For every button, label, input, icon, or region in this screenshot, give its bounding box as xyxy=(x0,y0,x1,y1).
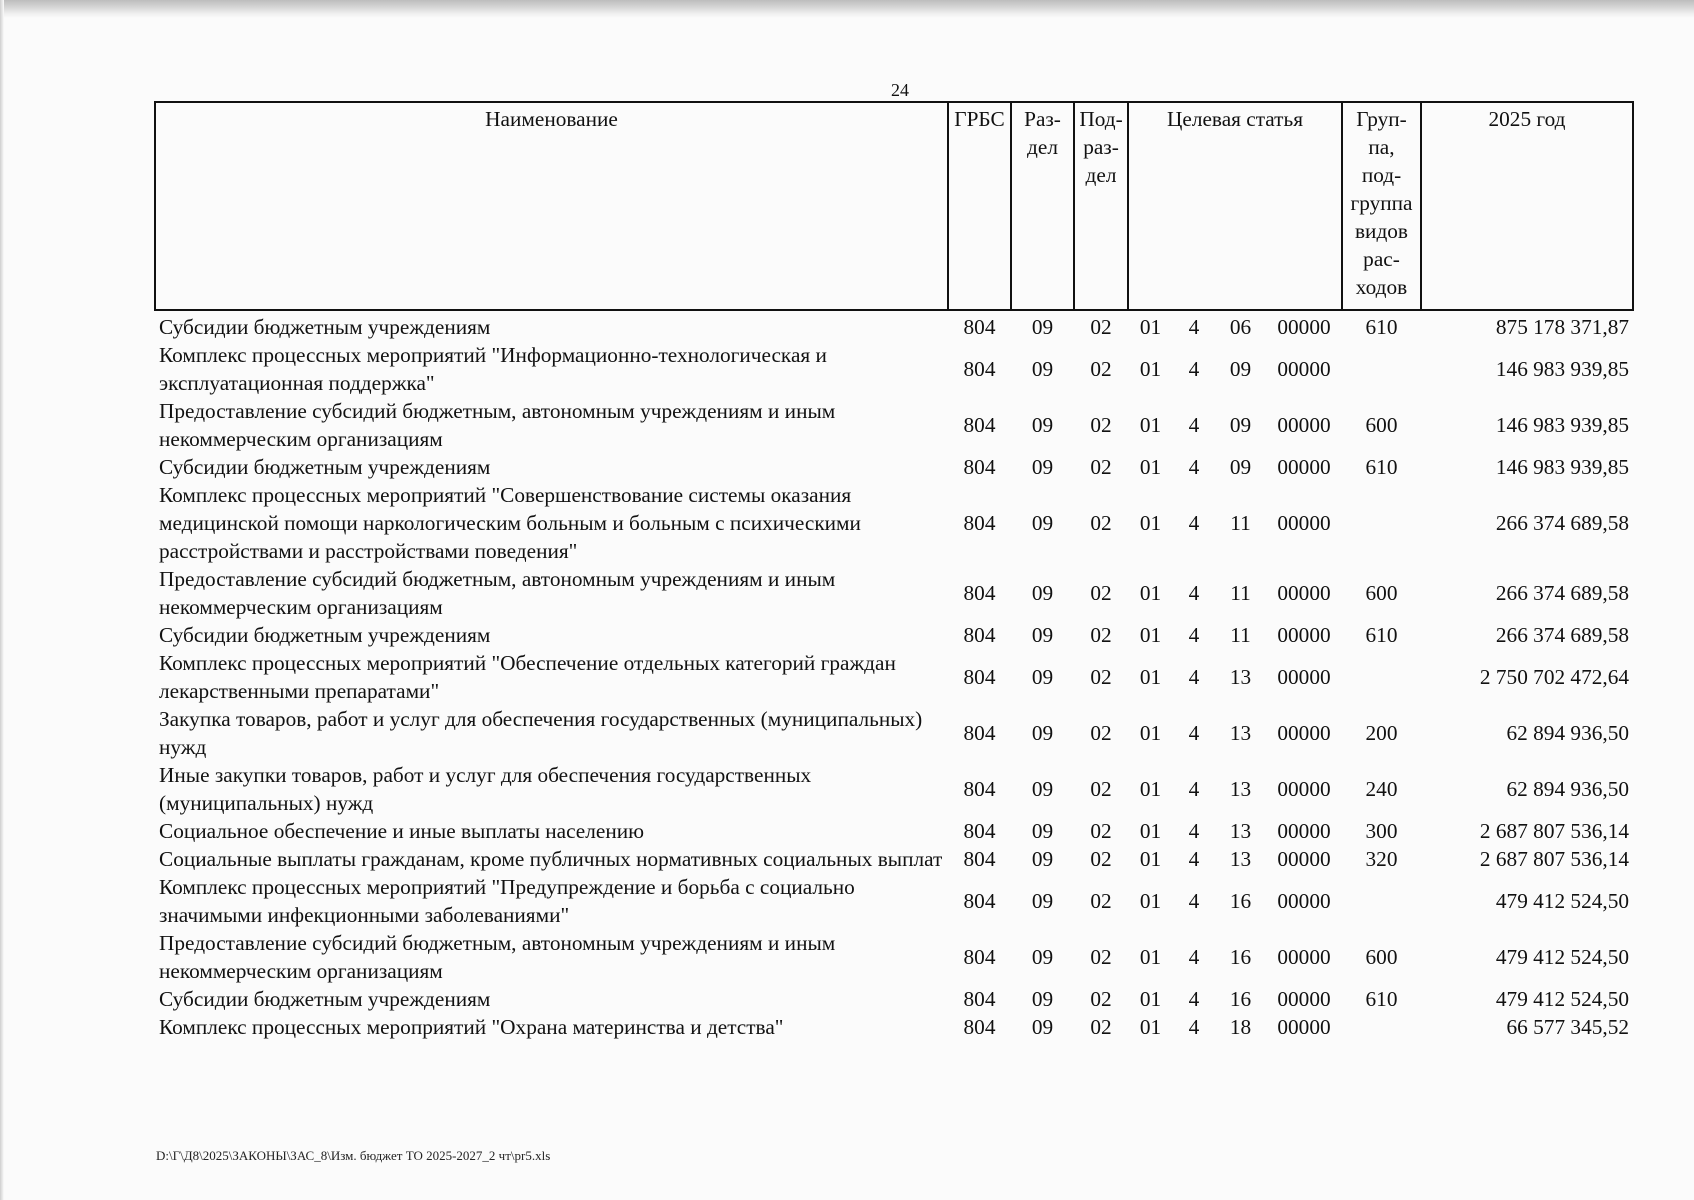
row-name: Субсидии бюджетным учреждениям xyxy=(159,987,491,1011)
row-amount: 479 412 524,50 xyxy=(1495,889,1629,913)
row-expense-group: 600 xyxy=(1365,581,1398,605)
row-name: Субсидии бюджетным учреждениям xyxy=(159,455,491,479)
row-podrazdel: 02 xyxy=(1090,665,1112,689)
row-razdel: 09 xyxy=(1031,945,1054,969)
row-podrazdel: 02 xyxy=(1090,315,1112,339)
row-podrazdel: 02 xyxy=(1090,623,1112,647)
header-group-line: видов xyxy=(1355,219,1408,243)
header-podrazdel-line: раз- xyxy=(1083,135,1119,159)
header-group-line: рас- xyxy=(1363,247,1400,271)
row-podrazdel: 02 xyxy=(1090,413,1112,437)
table-row xyxy=(155,817,1633,845)
table-row xyxy=(155,649,1633,705)
row-target-direction: 00000 xyxy=(1277,315,1331,339)
row-name: Социальное обеспечение и иные выплаты населению xyxy=(159,819,645,843)
row-target-direction: 00000 xyxy=(1277,511,1331,535)
row-razdel: 09 xyxy=(1031,889,1054,913)
table-row xyxy=(155,761,1633,817)
row-target-program: 01 xyxy=(1139,777,1162,801)
table-row xyxy=(155,929,1633,985)
row-target-type: 4 xyxy=(1188,987,1200,1011)
row-target-type: 4 xyxy=(1188,623,1200,647)
row-expense-group: 240 xyxy=(1365,777,1398,801)
row-name: Комплекс процессных мероприятий "Совершенствование системы оказания медицинской помощи наркологическим больным и больным с психическими расстройствами и расстройствами поведения" xyxy=(159,483,861,563)
row-target-direction: 00000 xyxy=(1277,413,1331,437)
row-target-type: 4 xyxy=(1188,455,1200,479)
row-name: Иные закупки товаров, работ и услуг для обеспечения государственных (муниципальных) нужд xyxy=(159,763,812,815)
row-target-complex: 09 xyxy=(1229,455,1252,479)
row-target-program: 01 xyxy=(1139,987,1162,1011)
table-row xyxy=(155,341,1633,397)
row-target-type: 4 xyxy=(1188,511,1200,535)
row-name: Комплекс процессных мероприятий "Охрана материнства и детства" xyxy=(159,1015,784,1039)
header-group-line: под- xyxy=(1361,163,1402,187)
row-expense-group: 300 xyxy=(1365,819,1398,843)
table-row xyxy=(155,873,1633,929)
row-amount: 146 983 939,85 xyxy=(1495,413,1629,437)
row-razdel: 09 xyxy=(1031,665,1054,689)
row-podrazdel: 02 xyxy=(1090,945,1112,969)
row-expense-group: 610 xyxy=(1365,315,1398,339)
row-podrazdel: 02 xyxy=(1090,777,1112,801)
row-target-direction: 00000 xyxy=(1277,847,1331,871)
row-target-program: 01 xyxy=(1139,889,1162,913)
row-target-direction: 00000 xyxy=(1277,623,1331,647)
row-razdel: 09 xyxy=(1031,777,1054,801)
row-target-complex: 09 xyxy=(1229,413,1252,437)
row-expense-group: 610 xyxy=(1365,455,1398,479)
row-target-complex: 09 xyxy=(1229,357,1252,381)
row-amount: 266 374 689,58 xyxy=(1495,511,1629,535)
header-group-line: Груп- xyxy=(1356,107,1407,131)
row-amount: 146 983 939,85 xyxy=(1495,357,1629,381)
table-row xyxy=(155,621,1633,649)
scan-shadow-left xyxy=(0,0,4,1200)
row-podrazdel: 02 xyxy=(1090,357,1112,381)
header-podrazdel-line: дел xyxy=(1085,163,1117,187)
row-amount: 875 178 371,87 xyxy=(1495,315,1629,339)
row-target-complex: 11 xyxy=(1230,511,1251,535)
row-expense-group xyxy=(1342,1013,1421,1041)
row-razdel: 09 xyxy=(1031,721,1054,745)
row-razdel: 09 xyxy=(1031,847,1054,871)
row-razdel: 09 xyxy=(1031,357,1054,381)
table-row xyxy=(155,565,1633,621)
row-target-program: 01 xyxy=(1139,665,1162,689)
row-target-program: 01 xyxy=(1139,1015,1162,1039)
table-row xyxy=(155,397,1633,453)
row-razdel: 09 xyxy=(1031,455,1054,479)
row-target-program: 01 xyxy=(1139,945,1162,969)
row-target-direction: 00000 xyxy=(1277,581,1331,605)
row-name: Предоставление субсидий бюджетным, автономным учреждениям и иным некоммерческим организациям xyxy=(159,931,836,983)
row-target-type: 4 xyxy=(1188,315,1200,339)
row-target-complex: 18 xyxy=(1229,1015,1252,1039)
row-target-complex: 11 xyxy=(1230,623,1251,647)
row-target-type: 4 xyxy=(1188,777,1200,801)
row-razdel: 09 xyxy=(1031,819,1054,843)
header-group-line: па, xyxy=(1368,135,1395,159)
row-name: Субсидии бюджетным учреждениям xyxy=(159,623,491,647)
row-target-type: 4 xyxy=(1188,357,1200,381)
row-target-type: 4 xyxy=(1188,721,1200,745)
row-grbs: 804 xyxy=(963,581,996,605)
row-target-type: 4 xyxy=(1188,581,1200,605)
row-grbs: 804 xyxy=(963,413,996,437)
row-target-direction: 00000 xyxy=(1277,665,1331,689)
row-target-complex: 16 xyxy=(1229,889,1252,913)
row-name: Социальные выплаты гражданам, кроме публичных нормативных социальных выплат xyxy=(159,847,943,871)
row-target-direction: 00000 xyxy=(1277,357,1331,381)
row-target-type: 4 xyxy=(1188,847,1200,871)
row-target-type: 4 xyxy=(1188,1015,1200,1039)
row-target-direction: 00000 xyxy=(1277,721,1331,745)
row-expense-group: 600 xyxy=(1365,413,1398,437)
row-amount: 2 750 702 472,64 xyxy=(1479,665,1629,689)
row-target-type: 4 xyxy=(1188,945,1200,969)
row-expense-group: 200 xyxy=(1365,721,1398,745)
header-razdel xyxy=(1011,102,1074,310)
row-grbs: 804 xyxy=(963,777,996,801)
row-grbs: 804 xyxy=(963,511,996,535)
row-target-direction: 00000 xyxy=(1277,455,1331,479)
table-row xyxy=(155,310,1633,341)
header-target: Целевая статья xyxy=(1128,102,1342,310)
row-target-type: 4 xyxy=(1188,819,1200,843)
row-podrazdel: 02 xyxy=(1090,511,1112,535)
row-podrazdel: 02 xyxy=(1090,889,1112,913)
row-target-direction: 00000 xyxy=(1277,889,1331,913)
row-razdel: 09 xyxy=(1031,581,1054,605)
row-grbs: 804 xyxy=(963,665,996,689)
row-amount: 266 374 689,58 xyxy=(1495,623,1629,647)
row-razdel: 09 xyxy=(1031,623,1054,647)
row-grbs: 804 xyxy=(963,819,996,843)
row-podrazdel: 02 xyxy=(1090,721,1112,745)
row-expense-group xyxy=(1342,481,1421,565)
row-target-program: 01 xyxy=(1139,511,1162,535)
row-podrazdel: 02 xyxy=(1090,1015,1112,1039)
row-target-program: 01 xyxy=(1139,847,1162,871)
header-podrazdel xyxy=(1074,102,1128,310)
row-target-program: 01 xyxy=(1139,819,1162,843)
row-target-program: 01 xyxy=(1139,315,1162,339)
row-amount: 62 894 936,50 xyxy=(1506,721,1629,745)
table-header xyxy=(155,102,1633,310)
row-target-complex: 11 xyxy=(1230,581,1251,605)
row-amount: 146 983 939,85 xyxy=(1495,455,1629,479)
row-target-direction: 00000 xyxy=(1277,1015,1331,1039)
row-target-direction: 00000 xyxy=(1277,987,1331,1011)
row-name: Предоставление субсидий бюджетным, автономным учреждениям и иным некоммерческим организациям xyxy=(159,399,836,451)
header-group-line: группа xyxy=(1350,191,1413,215)
table-row xyxy=(155,453,1633,481)
row-expense-group: 320 xyxy=(1365,847,1398,871)
row-grbs: 804 xyxy=(963,987,996,1011)
row-target-complex: 13 xyxy=(1229,665,1252,689)
row-target-program: 01 xyxy=(1139,721,1162,745)
row-name: Субсидии бюджетным учреждениям xyxy=(159,315,491,339)
table-row xyxy=(155,481,1633,565)
row-razdel: 09 xyxy=(1031,413,1054,437)
row-podrazdel: 02 xyxy=(1090,455,1112,479)
row-target-complex: 13 xyxy=(1229,721,1252,745)
row-target-complex: 13 xyxy=(1229,819,1252,843)
row-target-type: 4 xyxy=(1188,889,1200,913)
row-expense-group: 610 xyxy=(1365,987,1398,1011)
row-target-program: 01 xyxy=(1139,623,1162,647)
row-razdel: 09 xyxy=(1031,1015,1054,1039)
row-amount: 479 412 524,50 xyxy=(1495,945,1629,969)
row-expense-group: 600 xyxy=(1365,945,1398,969)
row-amount: 479 412 524,50 xyxy=(1495,987,1629,1011)
row-podrazdel: 02 xyxy=(1090,819,1112,843)
row-expense-group: 610 xyxy=(1365,623,1398,647)
header-podrazdel-line: Под- xyxy=(1079,107,1123,131)
row-name: Закупка товаров, работ и услуг для обеспечения государственных (муниципальных) нужд xyxy=(159,707,923,759)
row-expense-group xyxy=(1342,341,1421,397)
table-body xyxy=(155,310,1633,1041)
row-grbs: 804 xyxy=(963,623,996,647)
row-expense-group xyxy=(1342,649,1421,705)
row-amount: 2 687 807 536,14 xyxy=(1479,847,1629,871)
table-row xyxy=(155,845,1633,873)
row-grbs: 804 xyxy=(963,847,996,871)
row-target-direction: 00000 xyxy=(1277,819,1331,843)
page-number: 24 xyxy=(891,80,909,100)
row-name: Комплекс процессных мероприятий "Информационно-технологическая и эксплуатационная поддержка" xyxy=(159,343,827,395)
row-target-program: 01 xyxy=(1139,581,1162,605)
row-target-direction: 00000 xyxy=(1277,945,1331,969)
table-row xyxy=(155,985,1633,1013)
header-name: Наименование xyxy=(155,102,948,310)
row-amount: 2 687 807 536,14 xyxy=(1479,819,1629,843)
row-name: Комплекс процессных мероприятий "Предупреждение и борьба с социально значимыми инфекционными заболеваниями" xyxy=(159,875,855,927)
row-target-program: 01 xyxy=(1139,357,1162,381)
row-grbs: 804 xyxy=(963,945,996,969)
row-razdel: 09 xyxy=(1031,987,1054,1011)
row-target-program: 01 xyxy=(1139,455,1162,479)
row-grbs: 804 xyxy=(963,357,996,381)
row-amount: 266 374 689,58 xyxy=(1495,581,1629,605)
header-group-line: ходов xyxy=(1355,275,1408,299)
row-name: Предоставление субсидий бюджетным, автономным учреждениям и иным некоммерческим организациям xyxy=(159,567,836,619)
row-name: Комплекс процессных мероприятий "Обеспечение отдельных категорий граждан лекарственными препаратами" xyxy=(159,651,896,703)
header-year: 2025 год xyxy=(1421,102,1633,310)
row-razdel: 09 xyxy=(1031,315,1054,339)
row-target-complex: 13 xyxy=(1229,847,1252,871)
row-grbs: 804 xyxy=(963,455,996,479)
header-razdel-line: дел xyxy=(1027,135,1058,159)
row-target-direction: 00000 xyxy=(1277,777,1331,801)
header-grbs: ГРБС xyxy=(948,102,1011,310)
row-grbs: 804 xyxy=(963,315,996,339)
scan-shadow-top xyxy=(0,0,1694,18)
row-target-complex: 13 xyxy=(1229,777,1252,801)
row-podrazdel: 02 xyxy=(1090,581,1112,605)
row-podrazdel: 02 xyxy=(1090,847,1112,871)
row-amount: 66 577 345,52 xyxy=(1506,1015,1629,1039)
row-target-complex: 16 xyxy=(1229,987,1252,1011)
table-row xyxy=(155,705,1633,761)
table-row xyxy=(155,1013,1633,1041)
row-target-type: 4 xyxy=(1188,413,1200,437)
row-amount: 62 894 936,50 xyxy=(1506,777,1629,801)
header-razdel-line: Раз- xyxy=(1024,107,1061,131)
row-grbs: 804 xyxy=(963,1015,996,1039)
row-target-type: 4 xyxy=(1188,665,1200,689)
budget-table xyxy=(154,101,1634,1041)
row-target-program: 01 xyxy=(1139,413,1162,437)
footer-file-path: D:\Г\Д8\2025\ЗАКОНЫ\ЗАС_8\Изм. бюджет ТО 2025-2027_2 чт\pr5.xls xyxy=(156,1148,551,1163)
row-podrazdel: 02 xyxy=(1090,987,1112,1011)
row-razdel: 09 xyxy=(1031,511,1054,535)
row-target-complex: 16 xyxy=(1229,945,1252,969)
row-expense-group xyxy=(1342,873,1421,929)
header-group xyxy=(1342,102,1421,310)
row-target-complex: 06 xyxy=(1229,315,1252,339)
row-grbs: 804 xyxy=(963,721,996,745)
row-grbs: 804 xyxy=(963,889,996,913)
